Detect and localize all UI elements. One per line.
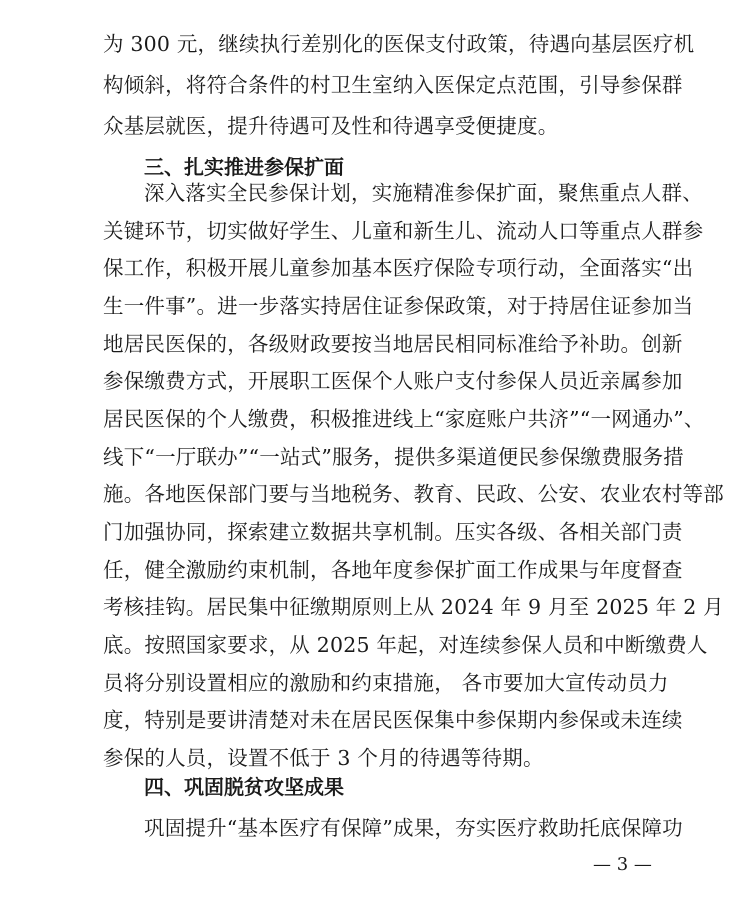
paragraph-line: 底。按照国家要求，从 2025 年起，对连续参保人员和中断缴费人: [103, 633, 708, 657]
paragraph-line: 考核挂钩。居民集中征缴期原则上从 2024 年 9 月至 2025 年 2 月: [103, 595, 724, 619]
paragraph-line: 众基层就医，提升待遇可及性和待遇享受便捷度。: [103, 114, 559, 138]
paragraph-line: 为 300 元，继续执行差别化的医保支付政策，待遇向基层医疗机: [103, 32, 695, 56]
paragraph-line: 关键环节，切实做好学生、儿童和新生儿、流动人口等重点人群参: [103, 219, 704, 243]
paragraph-line: 门加强协同，探索建立数据共享机制。压实各级、各相关部门责: [103, 520, 683, 544]
paragraph-line: 生一件事”。进一步落实持居住证参保政策，对于持居住证参加当: [103, 294, 694, 318]
paragraph-line: 居民医保的个人缴费，积极推进线上“家庭账户共济”“一网通办”、: [103, 407, 705, 431]
section-heading-3: 三、扎实推进参保扩面: [144, 155, 344, 179]
paragraph-line: 任，健全激励约束机制，各地年度参保扩面工作成果与年度督查: [103, 558, 683, 582]
paragraph-line: 深入落实全民参保计划，实施精准参保扩面，聚焦重点人群、: [144, 181, 703, 205]
paragraph-line: 巩固提升“基本医疗有保障”成果，夯实医疗救助托底保障功: [144, 816, 683, 840]
page-number: — 3 —: [593, 854, 652, 875]
paragraph-line: 度，特别是要讲清楚对未在居民医保集中参保期内参保或未连续: [103, 708, 683, 732]
paragraph-line: 施。各地医保部门要与当地税务、教育、民政、公安、农业农村等部: [103, 482, 724, 506]
paragraph-line: 线下“一厅联办”“一站式”服务，提供多渠道便民参保缴费服务措: [103, 445, 684, 469]
paragraph-line: 保工作，积极开展儿童参加基本医疗保险专项行动，全面落实“出: [103, 256, 694, 280]
paragraph-line: 员将分别设置相应的激励和约束措施， 各市要加大宣传动员力: [103, 671, 669, 695]
paragraph-line: 参保缴费方式，开展职工医保个人账户支付参保人员近亲属参加: [103, 369, 683, 393]
section-heading-4: 四、巩固脱贫攻坚成果: [144, 775, 344, 799]
paragraph-line: 参保的人员，设置不低于 3 个月的待遇等待期。: [103, 746, 544, 770]
paragraph-line: 地居民医保的，各级财政要按当地居民相同标准给予补助。创新: [103, 332, 683, 356]
paragraph-line: 构倾斜，将符合条件的村卫生室纳入医保定点范围，引导参保群: [103, 73, 683, 97]
